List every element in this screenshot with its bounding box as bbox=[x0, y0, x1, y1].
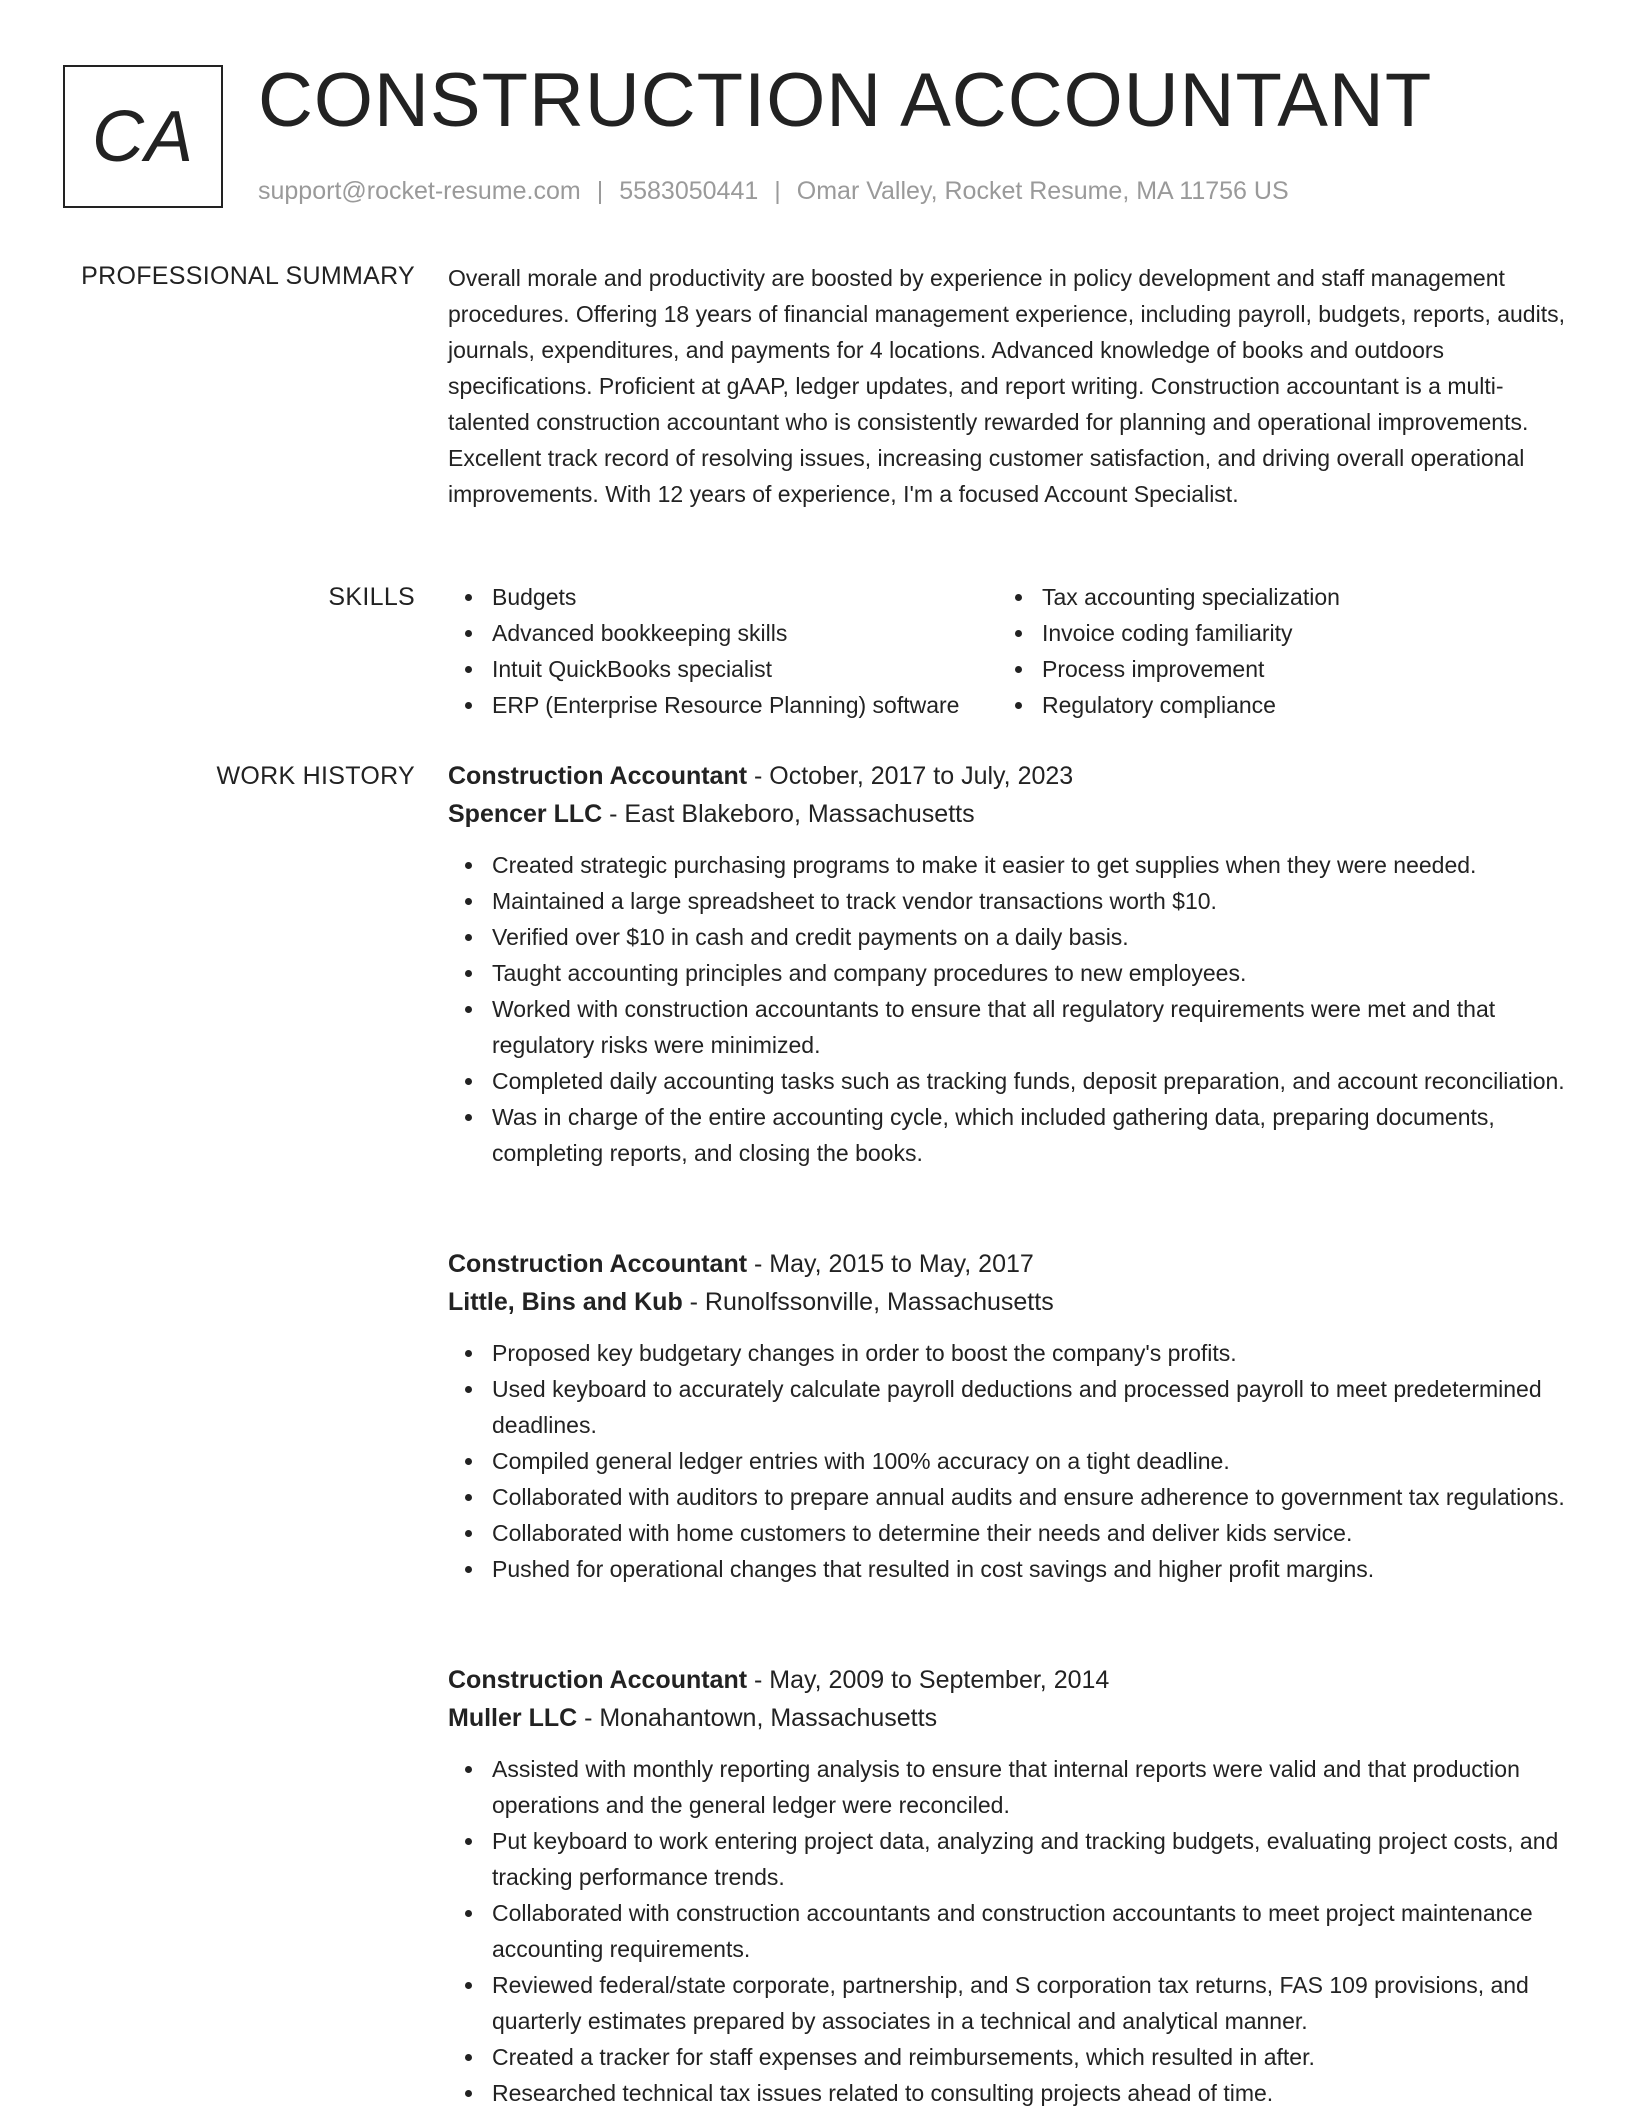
job-duty-item: Was in charge of the entire accounting cycle, which included gathering data, preparing documents, completing reports, and closing the books. bbox=[448, 1099, 1568, 1171]
job-dates: - May, 2009 to September, 2014 bbox=[747, 1666, 1110, 1694]
job-duty-item: Created a tracker for staff expenses and reimbursements, which resulted in after. bbox=[448, 2039, 1568, 2075]
skill-item: Advanced bookkeeping skills bbox=[448, 615, 998, 651]
contact-line bbox=[258, 174, 1289, 208]
job-location: - Runolfssonville, Massachusetts bbox=[682, 1288, 1054, 1316]
monogram-box bbox=[63, 65, 223, 208]
job-duties-list bbox=[448, 1335, 1568, 1587]
job-title-line bbox=[448, 757, 1568, 795]
job-duty-item: Created strategic purchasing programs to make it easier to get supplies when they were needed. bbox=[448, 847, 1568, 883]
skills-column-left bbox=[448, 579, 998, 723]
job-title: Construction Accountant bbox=[448, 1666, 748, 1694]
job-title-line bbox=[448, 1245, 1568, 1283]
skill-item: Regulatory compliance bbox=[998, 687, 1558, 723]
summary-section bbox=[448, 260, 1568, 512]
job-location: - East Blakeboro, Massachusetts bbox=[602, 800, 975, 828]
skill-item: Tax accounting specialization bbox=[998, 579, 1558, 615]
job-company-line bbox=[448, 1699, 1568, 1737]
skill-item: Process improvement bbox=[998, 651, 1558, 687]
job-company-line bbox=[448, 1283, 1568, 1321]
job-entry bbox=[448, 1661, 1568, 2111]
job-duty-item: Completed daily accounting tasks such as tracking funds, deposit preparation, and account reconciliation. bbox=[448, 1063, 1568, 1099]
skill-item: Budgets bbox=[448, 579, 998, 615]
job-company: Little, Bins and Kub bbox=[448, 1288, 683, 1316]
job-title: Construction Accountant bbox=[448, 762, 748, 790]
skills-heading: SKILLS bbox=[328, 583, 415, 611]
job-duties-list bbox=[448, 847, 1568, 1171]
job-entry bbox=[448, 757, 1568, 1171]
job-duty-item: Maintained a large spreadsheet to track vendor transactions worth $10. bbox=[448, 883, 1568, 919]
job-duty-item: Researched technical tax issues related to consulting projects ahead of time. bbox=[448, 2075, 1568, 2111]
skill-item: Invoice coding familiarity bbox=[998, 615, 1558, 651]
job-duty-item: Assisted with monthly reporting analysis to ensure that internal reports were valid and that production operations and the general ledger were reconciled. bbox=[448, 1751, 1568, 1823]
job-company: Muller LLC bbox=[448, 1704, 578, 1732]
skills-column-right bbox=[998, 579, 1558, 723]
skills-section bbox=[448, 579, 1568, 723]
job-duty-item: Verified over $10 in cash and credit payments on a daily basis. bbox=[448, 919, 1568, 955]
contact-email[interactable]: support@rocket-resume.com bbox=[258, 177, 581, 205]
monogram-initials: CA bbox=[91, 96, 195, 177]
resume-title: CONSTRUCTION ACCOUNTANT bbox=[258, 58, 1433, 143]
job-duty-item: Used keyboard to accurately calculate payroll deductions and processed payroll to meet predetermined deadlines. bbox=[448, 1371, 1568, 1443]
job-entry bbox=[448, 1245, 1568, 1587]
job-company-line bbox=[448, 795, 1568, 833]
skill-item: ERP (Enterprise Resource Planning) software bbox=[448, 687, 998, 723]
job-duty-item: Collaborated with construction accountants and construction accountants to meet project maintenance accounting requirements. bbox=[448, 1895, 1568, 1967]
job-duty-item: Put keyboard to work entering project data, analyzing and tracking budgets, evaluating project costs, and tracking performance trends. bbox=[448, 1823, 1568, 1895]
job-dates: - October, 2017 to July, 2023 bbox=[747, 762, 1074, 790]
contact-phone[interactable]: 5583050441 bbox=[619, 177, 759, 205]
job-location: - Monahantown, Massachusetts bbox=[577, 1704, 938, 1732]
work-history-heading: WORK HISTORY bbox=[216, 762, 415, 790]
job-company: Spencer LLC bbox=[448, 800, 603, 828]
contact-address: Omar Valley, Rocket Resume, MA 11756 US bbox=[796, 177, 1289, 205]
job-duties-list bbox=[448, 1751, 1568, 2111]
job-title-line bbox=[448, 1661, 1568, 1699]
job-duty-item: Collaborated with auditors to prepare annual audits and ensure adherence to government tax regulations. bbox=[448, 1479, 1568, 1515]
contact-separator: | bbox=[774, 177, 781, 205]
contact-separator: | bbox=[596, 177, 604, 205]
job-duty-item: Compiled general ledger entries with 100% accuracy on a tight deadline. bbox=[448, 1443, 1568, 1479]
job-dates: - May, 2015 to May, 2017 bbox=[747, 1250, 1034, 1278]
job-title: Construction Accountant bbox=[448, 1250, 748, 1278]
job-duty-item: Proposed key budgetary changes in order to boost the company's profits. bbox=[448, 1335, 1568, 1371]
job-duty-item: Worked with construction accountants to ensure that all regulatory requirements were met and that regulatory risks were minimized. bbox=[448, 991, 1568, 1063]
skill-item: Intuit QuickBooks specialist bbox=[448, 651, 998, 687]
job-duty-item: Collaborated with home customers to determine their needs and deliver kids service. bbox=[448, 1515, 1568, 1551]
summary-text: Overall morale and productivity are boosted by experience in policy development and staff management procedures. Offering 18 years of financial management experience, including payroll, budgets, reports, audits, journals, expenditures, and payments for 4 locations. Advanced knowledge of books and outdoors specifications. Proficient at gAAP, ledger updates, and report writing. Construction accountant is a multi-talented construction accountant who is consistently rewarded for planning and operational improvements. Excellent track record of resolving issues, increasing customer satisfaction, and driving overall operational improvements. With 12 years of experience, I'm a focused Account Specialist. bbox=[448, 265, 1565, 507]
job-duty-item: Pushed for operational changes that resulted in cost savings and higher profit margins. bbox=[448, 1551, 1568, 1587]
job-duty-item: Reviewed federal/state corporate, partnership, and S corporation tax returns, FAS 109 provisions, and quarterly estimates prepared by associates in a technical and analytical manner. bbox=[448, 1967, 1568, 2039]
summary-heading: PROFESSIONAL SUMMARY bbox=[81, 262, 415, 290]
job-duty-item: Taught accounting principles and company procedures to new employees. bbox=[448, 955, 1568, 991]
